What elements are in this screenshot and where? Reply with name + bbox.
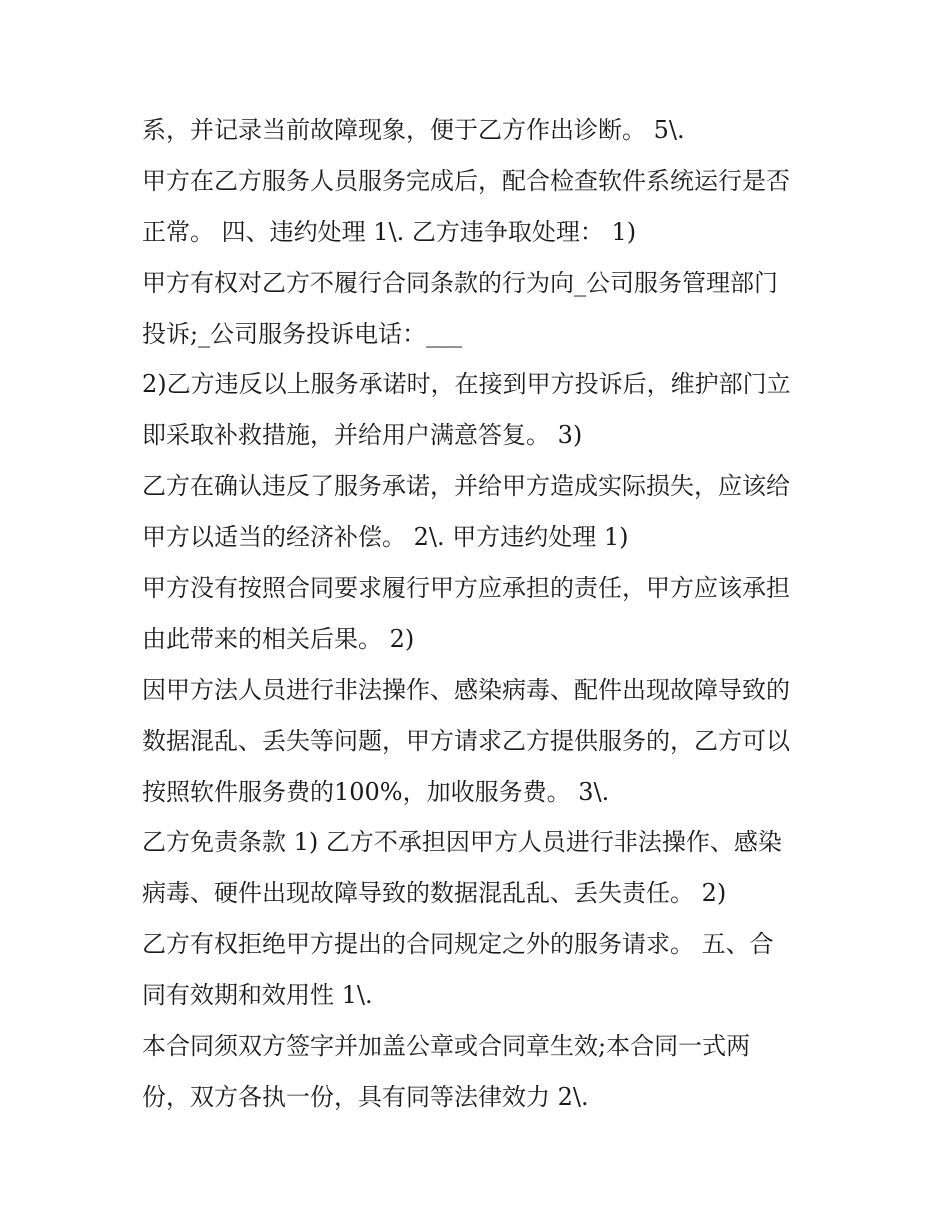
text-line: 由此带来的相关后果。 2) <box>142 624 415 653</box>
text-line: 乙方免责条款 1) 乙方不承担因甲方人员进行非法操作、感染 <box>142 828 782 857</box>
text-line: 投诉;_公司服务投诉电话：___ <box>142 319 463 348</box>
text-line: 份，双方各执一份，具有同等法律效力 2\. <box>142 1082 589 1111</box>
text-line: 正常。 四、违约处理 1\. 乙方违争取处理： 1) <box>142 217 637 246</box>
text-line: 因甲方法人员进行非法操作、感染病毒、配件出现故障导致的 <box>142 675 790 704</box>
text-line: 按照软件服务费的100%，加收服务费。 3\. <box>142 777 610 806</box>
text-line: 乙方有权拒绝甲方提出的合同规定之外的服务请求。 五、合 <box>142 930 774 959</box>
text-line: 甲方有权对乙方不履行合同条款的行为向_公司服务管理部门 <box>142 268 778 297</box>
text-line: 数据混乱、丢失等问题，甲方请求乙方提供服务的，乙方可以 <box>142 726 790 755</box>
text-line: 即采取补救措施，并给用户满意答复。 3) <box>142 421 583 450</box>
text-line: 系，并记录当前故障现象，便于乙方作出诊断。 5\. <box>142 116 685 144</box>
text-line: 甲方以适当的经济补偿。 2\. 甲方违约处理 1) <box>142 523 629 552</box>
text-line: 甲方没有按照合同要求履行甲方应承担的责任，甲方应该承担 <box>142 574 790 603</box>
text-line: 2)乙方违反以上服务承诺时，在接到甲方投诉后，维护部门立 <box>142 370 791 399</box>
text-line: 病毒、硬件出现故障导致的数据混乱乱、丢失责任。 2) <box>142 879 727 908</box>
text-line: 乙方在确认违反了服务承诺，并给甲方造成实际损失，应该给 <box>142 472 790 501</box>
text-line: 同有效期和效用性 1\. <box>142 981 373 1010</box>
contract-text-body <box>142 108 822 1126</box>
text-line: 甲方在乙方服务人员服务完成后，配合检查软件系统运行是否 <box>142 166 790 195</box>
text-line: 本合同须双方签字并加盖公章或合同章生效;本合同一式两 <box>142 1032 751 1061</box>
